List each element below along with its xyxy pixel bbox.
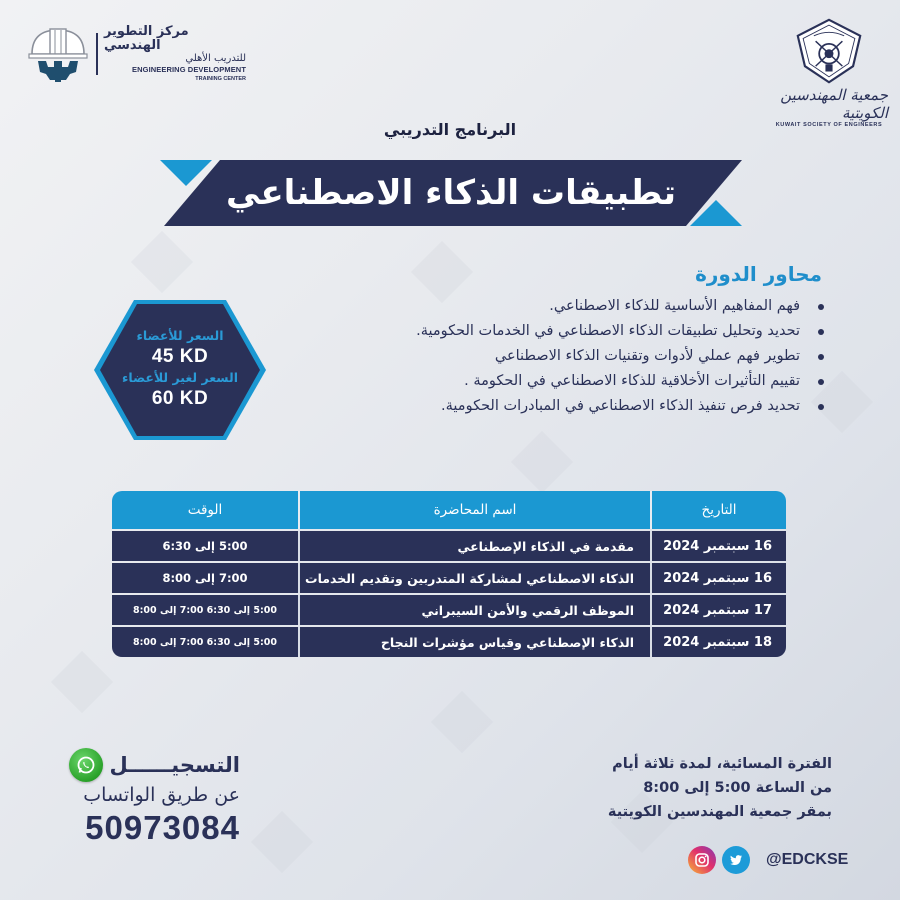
cell-lecture: الذكاء الاصطناعي لمشاركة المتدربين وتقديم الخدمات: [298, 563, 650, 593]
social-handle[interactable]: @EDCKSE: [766, 851, 849, 868]
table-row: [112, 627, 786, 657]
non-members-price: 60 KD: [151, 388, 209, 409]
edc-name-en: ENGINEERING DEVELOPMENT: [132, 65, 246, 74]
details-location: بمقر جمعية المهندسين الكويتية: [607, 804, 832, 820]
kse-logo: [770, 18, 888, 128]
whatsapp-phone-number[interactable]: 50973084: [85, 809, 240, 846]
schedule-table: [112, 491, 786, 657]
register-subtitle: عن طريق الواتساب: [83, 784, 240, 806]
register-title: التسجيــــــل: [109, 753, 240, 777]
cell-date: 16 سبتمبر 2024: [650, 563, 786, 593]
price-badge: [92, 298, 268, 442]
table-row: [112, 531, 786, 561]
program-label: البرنامج التدريبي: [383, 120, 517, 139]
header-time: الوقت: [187, 502, 223, 518]
title-banner: [160, 160, 742, 226]
cell-date: 18 سبتمبر 2024: [650, 627, 786, 657]
cell-date: 16 سبتمبر 2024: [650, 531, 786, 561]
edc-subname-en: TRAINING CENTER: [195, 76, 246, 82]
kse-shield-icon: [790, 18, 868, 84]
cell-date: 17 سبتمبر 2024: [650, 595, 786, 625]
header-date: التاريخ: [650, 491, 786, 529]
decor-diamond: [431, 691, 493, 753]
edc-logo: [26, 24, 246, 84]
list-item: تطوير فهم عملي لأدوات وتقنيات الذكاء الاصطناعي: [270, 344, 830, 369]
decor-diamond: [251, 811, 313, 873]
edc-name-ar: مركز التطوير الهندسي: [103, 24, 189, 53]
twitter-icon[interactable]: [722, 846, 750, 874]
members-price-label: السعر للأعضاء: [136, 328, 224, 343]
bullet-icon: [818, 329, 824, 335]
course-axes: [270, 262, 830, 419]
table-header: [112, 491, 786, 529]
list-item: تحديد فرص تنفيذ الذكاء الاصطناعي في المبادرات الحكومية.: [270, 394, 830, 419]
cell-time: 5:00 إلى 6:30: [162, 539, 248, 553]
kse-name-ar: جمعية المهندسين الكويتية: [780, 86, 888, 122]
cell-lecture: الذكاء الإصطناعي وقياس مؤشرات النجاح: [298, 627, 650, 657]
bullet-icon: [818, 354, 824, 360]
decor-diamond: [51, 651, 113, 713]
logo-divider: [96, 33, 98, 75]
cell-time: 7:00 إلى 8:00: [162, 571, 248, 585]
whatsapp-icon[interactable]: [69, 748, 103, 782]
list-item: فهم المفاهيم الأساسية للذكاء الاصطناعي.: [270, 294, 830, 319]
non-members-price-label: السعر لغير للأعضاء: [122, 370, 238, 385]
instagram-icon[interactable]: [688, 846, 716, 874]
details-period: الفترة المسائية، لمدة ثلاثة أيام: [612, 756, 832, 772]
cell-lecture: مقدمة في الذكاء الإصطناعي: [298, 531, 650, 561]
list-item: تقييم التأثيرات الأخلاقية للذكاء الاصطناعي في الحكومة .: [270, 369, 830, 394]
decor-diamond: [511, 431, 573, 493]
course-axes-title: محاور الدورة: [695, 262, 822, 286]
members-price: 45 KD: [151, 346, 209, 367]
table-row: [112, 595, 786, 625]
table-row: [112, 563, 786, 593]
cell-time: 5:00 إلى 6:30 7:00 إلى 8:00: [133, 604, 277, 616]
header-lecture: اسم المحاضرة: [298, 491, 650, 529]
registration: [68, 748, 240, 848]
cell-time: 5:00 إلى 6:30 7:00 إلى 8:00: [133, 636, 277, 648]
bullet-icon: [818, 404, 824, 410]
bullet-icon: [818, 379, 824, 385]
social-links: [688, 846, 848, 874]
course-details: [608, 752, 832, 824]
kse-name-en: KUWAIT SOCIETY OF ENGINEERS: [775, 122, 883, 128]
list-item: تحديد وتحليل تطبيقات الذكاء الاصطناعي في الخدمات الحكومية.: [270, 319, 830, 344]
helmet-gear-icon: [26, 24, 90, 84]
bullet-icon: [818, 304, 824, 310]
details-hours: من الساعة 5:00 إلى 8:00: [643, 780, 832, 796]
decor-diamond: [131, 231, 193, 293]
course-axes-list: [270, 294, 830, 419]
edc-subname-ar: للتدريب الأهلي: [185, 53, 246, 64]
cell-lecture: الموظف الرقمي والأمن السيبراني: [298, 595, 650, 625]
course-title: تطبيقات الذكاء الاصطناعي: [226, 173, 676, 213]
